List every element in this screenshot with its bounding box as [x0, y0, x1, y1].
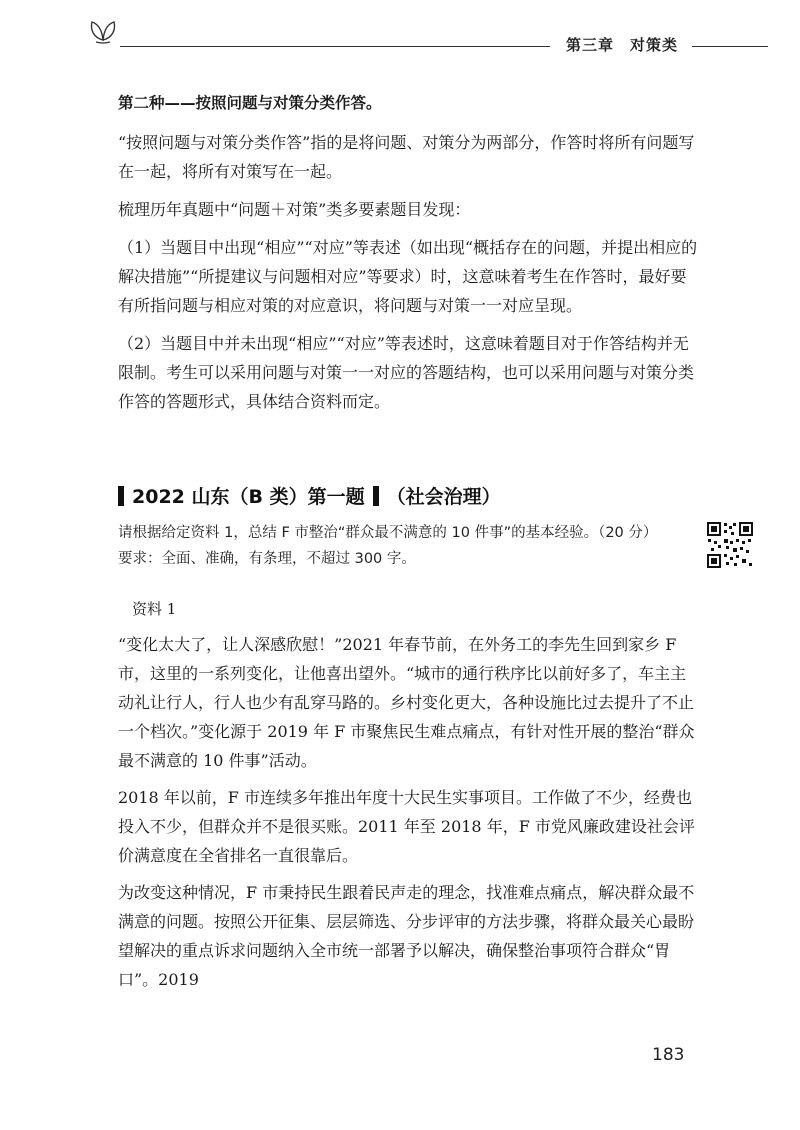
- question-text: 请根据给定资料 1，总结 F 市整治“群众最不满意的 10 件事”的基本经验。（20 分）: [118, 525, 658, 541]
- page-header: [0, 0, 800, 60]
- page-number: 183: [652, 1045, 685, 1065]
- intro-paragraph: “按照问题与对策分类作答”指的是将问题、对策分为两部分，作答时将所有问题写在一起，将所有对策写在一起。: [118, 133, 695, 181]
- chapter-title: 第三章 对策类: [566, 36, 679, 54]
- material-label: 资料 1: [132, 600, 177, 618]
- section-topic: （社会治理）: [386, 486, 501, 508]
- qr-code-icon[interactable]: [706, 521, 754, 569]
- title-marker-icon: [118, 486, 124, 506]
- intro-section: [118, 85, 698, 425]
- leaf-logo-icon: [88, 18, 118, 44]
- intro-heading: 第二种——按照问题与对策分类作答。: [118, 94, 382, 112]
- title-marker-icon: [373, 486, 379, 506]
- intro-paragraph: （2）当题目中并未出现“相应”“对应”等表述时，这意味着题目对于作答结构并无限制。考生可以采用问题与对策一一对应的答题结构，也可以采用问题与对策分类作答的答题形式，具体结合资料而定。: [118, 334, 695, 411]
- header-rule-left: [120, 46, 550, 47]
- section-title-text: 2022 山东（B 类）第一题: [132, 486, 365, 508]
- header-rule-right: [692, 46, 768, 47]
- material-paragraph: 为改变这种情况，F 市秉持民生跟着民声走的理念，找准难点痛点，解决群众最不满意的问题。按照公开征集、层层筛选、分步评审的方法步骤，将群众最关心最盼望解决的重点诉求问题纳入全市统一部署予以解决，确保整治事项符合群众“胃口”。2019: [118, 883, 695, 989]
- question-block: [118, 520, 693, 572]
- material-paragraph: “变化太大了，让人深感欣慰！”2021 年春节前，在外务工的李先生回到家乡 F 市，这里的一系列变化，让他喜出望外。“城市的通行秩序比以前好多了，车主主动礼让行人，行人也少有乱穿马路的。乡村变化更大，各种设施比过去提升了不止一个档次。”变化源于 2019 年 F 市聚焦民生难点痛点，有针对性开展的整治“群众最不满意的 10 件事”活动。: [118, 635, 695, 770]
- material-section: [118, 596, 698, 1002]
- intro-paragraph: （1）当题目中出现“相应”“对应”等表述（如出现“概括存在的问题，并提出相应的解决措施”“所提建议与问题相对应”等要求）时，这意味着考生在作答时，最好要有所指问题与相应对策的对应意识，将问题与对策一一对应呈现。: [118, 238, 698, 315]
- material-paragraph: 2018 年以前，F 市连续多年推出年度十大民生实事项目。工作做了不少，经费也投入不少，但群众并不是很买账。2011 年至 2018 年，F 市党风廉政建设社会评价满意度在全省排名一直很靠后。: [118, 788, 695, 865]
- section-title: [118, 482, 678, 509]
- intro-paragraph: 梳理历年真题中“问题＋对策”类多要素题目发现：: [118, 200, 471, 219]
- question-requirements: 要求：全面、准确，有条理，不超过 300 字。: [118, 551, 416, 567]
